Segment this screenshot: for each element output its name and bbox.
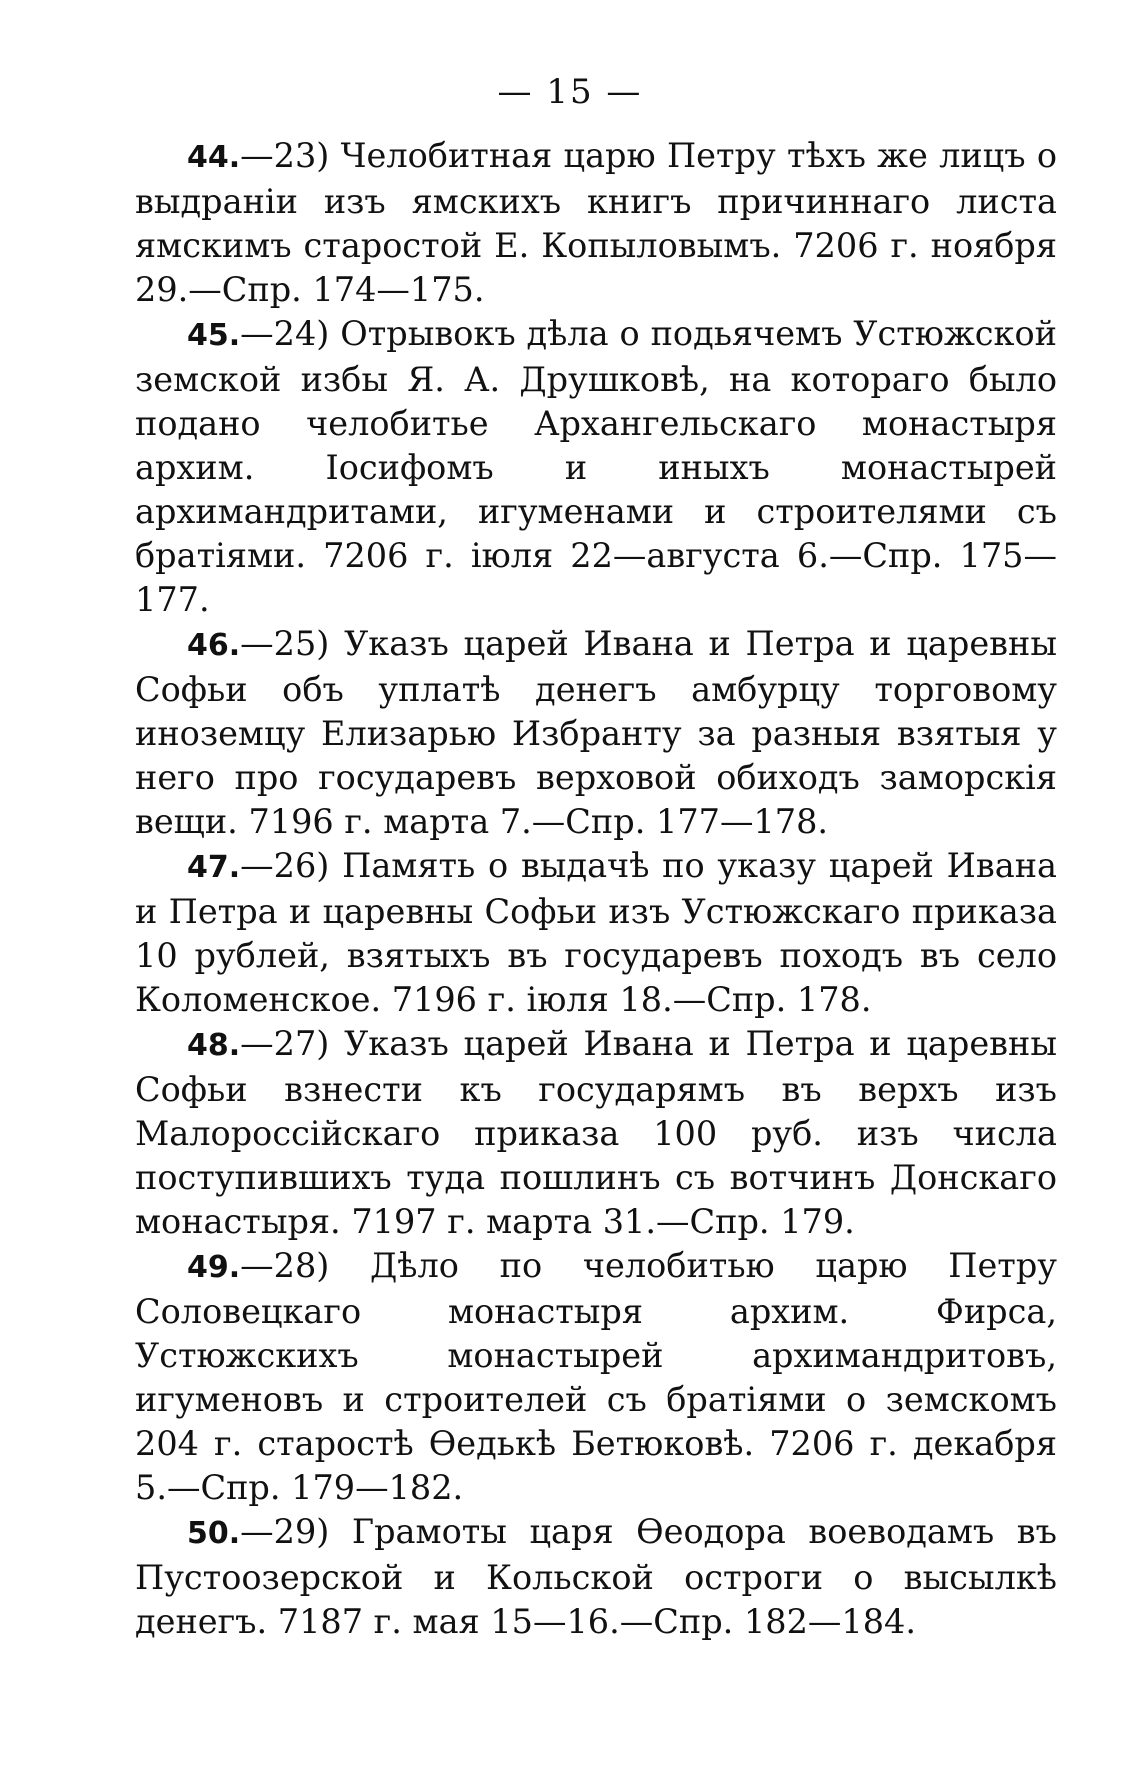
entry-45 [135,312,1057,622]
entry-number: 50. [187,1516,241,1551]
entry-number: 45. [187,318,241,353]
entry-text: —23) Челобитная царю Петру тѣхъ же лицъ о выдранiи изъ ямскихъ книгъ причиннаго листа ямскимъ старостой Е. Копыловымъ. 7206 г. ноября 29.—Спр. 174—175. [135,136,1057,309]
entry-text: —28) Дѣло по челобитью царю Петру Соловецкаго монастыря архим. Фирса, Устюжскихъ монастырей архимандритовъ, игуменовъ и строителей съ братiями о земскомъ 204 г. старостѣ Ѳедькѣ Бетюковѣ. 7206 г. декабря 5.—Спр. 179—182. [135,1246,1057,1507]
entry-text: —24) Отрывокъ дѣла о подьячемъ Устюжской земской избы Я. А. Друшковѣ, на котораго было подано челобитье Архангельскаго монастыря архим. Iосифомъ и иныхъ монастырей архимандритами, игуменами и строителями съ братiями. 7206 г. iюля 22—августа 6.—Спр. 175—177. [135,314,1057,619]
entries-list [135,134,1057,1644]
entry-number: 49. [187,1250,241,1285]
page-number: — 15 — [497,72,643,112]
entry-text: —29) Грамоты царя Ѳеодора воеводамъ въ Пустоозерской и Кольской остроги о высылкѣ денегъ. 7187 г. мая 15—16.—Спр. 182—184. [135,1512,1057,1641]
entry-49 [135,1244,1057,1510]
entry-46 [135,622,1057,844]
entry-number: 46. [187,628,241,663]
entry-number: 44. [187,140,241,175]
entry-number: 47. [187,850,241,885]
entry-47 [135,844,1057,1022]
entry-text: —27) Указъ царей Ивана и Петра и царевны Софьи взнести къ государямъ въ верхъ изъ Малороссiйскаго приказа 100 руб. изъ числа поступившихъ туда пошлинъ съ вотчинъ Донскаго монастыря. 7197 г. марта 31.—Спр. 179. [135,1024,1057,1241]
entry-text: —25) Указъ царей Ивана и Петра и царевны Софьи объ уплатѣ денегъ амбурцу торговому иноземцу Елизарью Избранту за разныя взятыя у него про государевъ верховой обиходъ заморскiя вещи. 7196 г. марта 7.—Спр. 177—178. [135,624,1057,841]
entry-50 [135,1510,1057,1644]
entry-44 [135,134,1057,312]
entry-48 [135,1022,1057,1244]
entry-number: 48. [187,1028,241,1063]
entry-text: —26) Память о выдачѣ по указу царей Ивана и Петра и царевны Софьи изъ Устюжскаго приказа 10 рублей, взятыхъ въ государевъ походъ въ село Коломенское. 7196 г. iюля 18.—Спр. 178. [135,846,1057,1019]
